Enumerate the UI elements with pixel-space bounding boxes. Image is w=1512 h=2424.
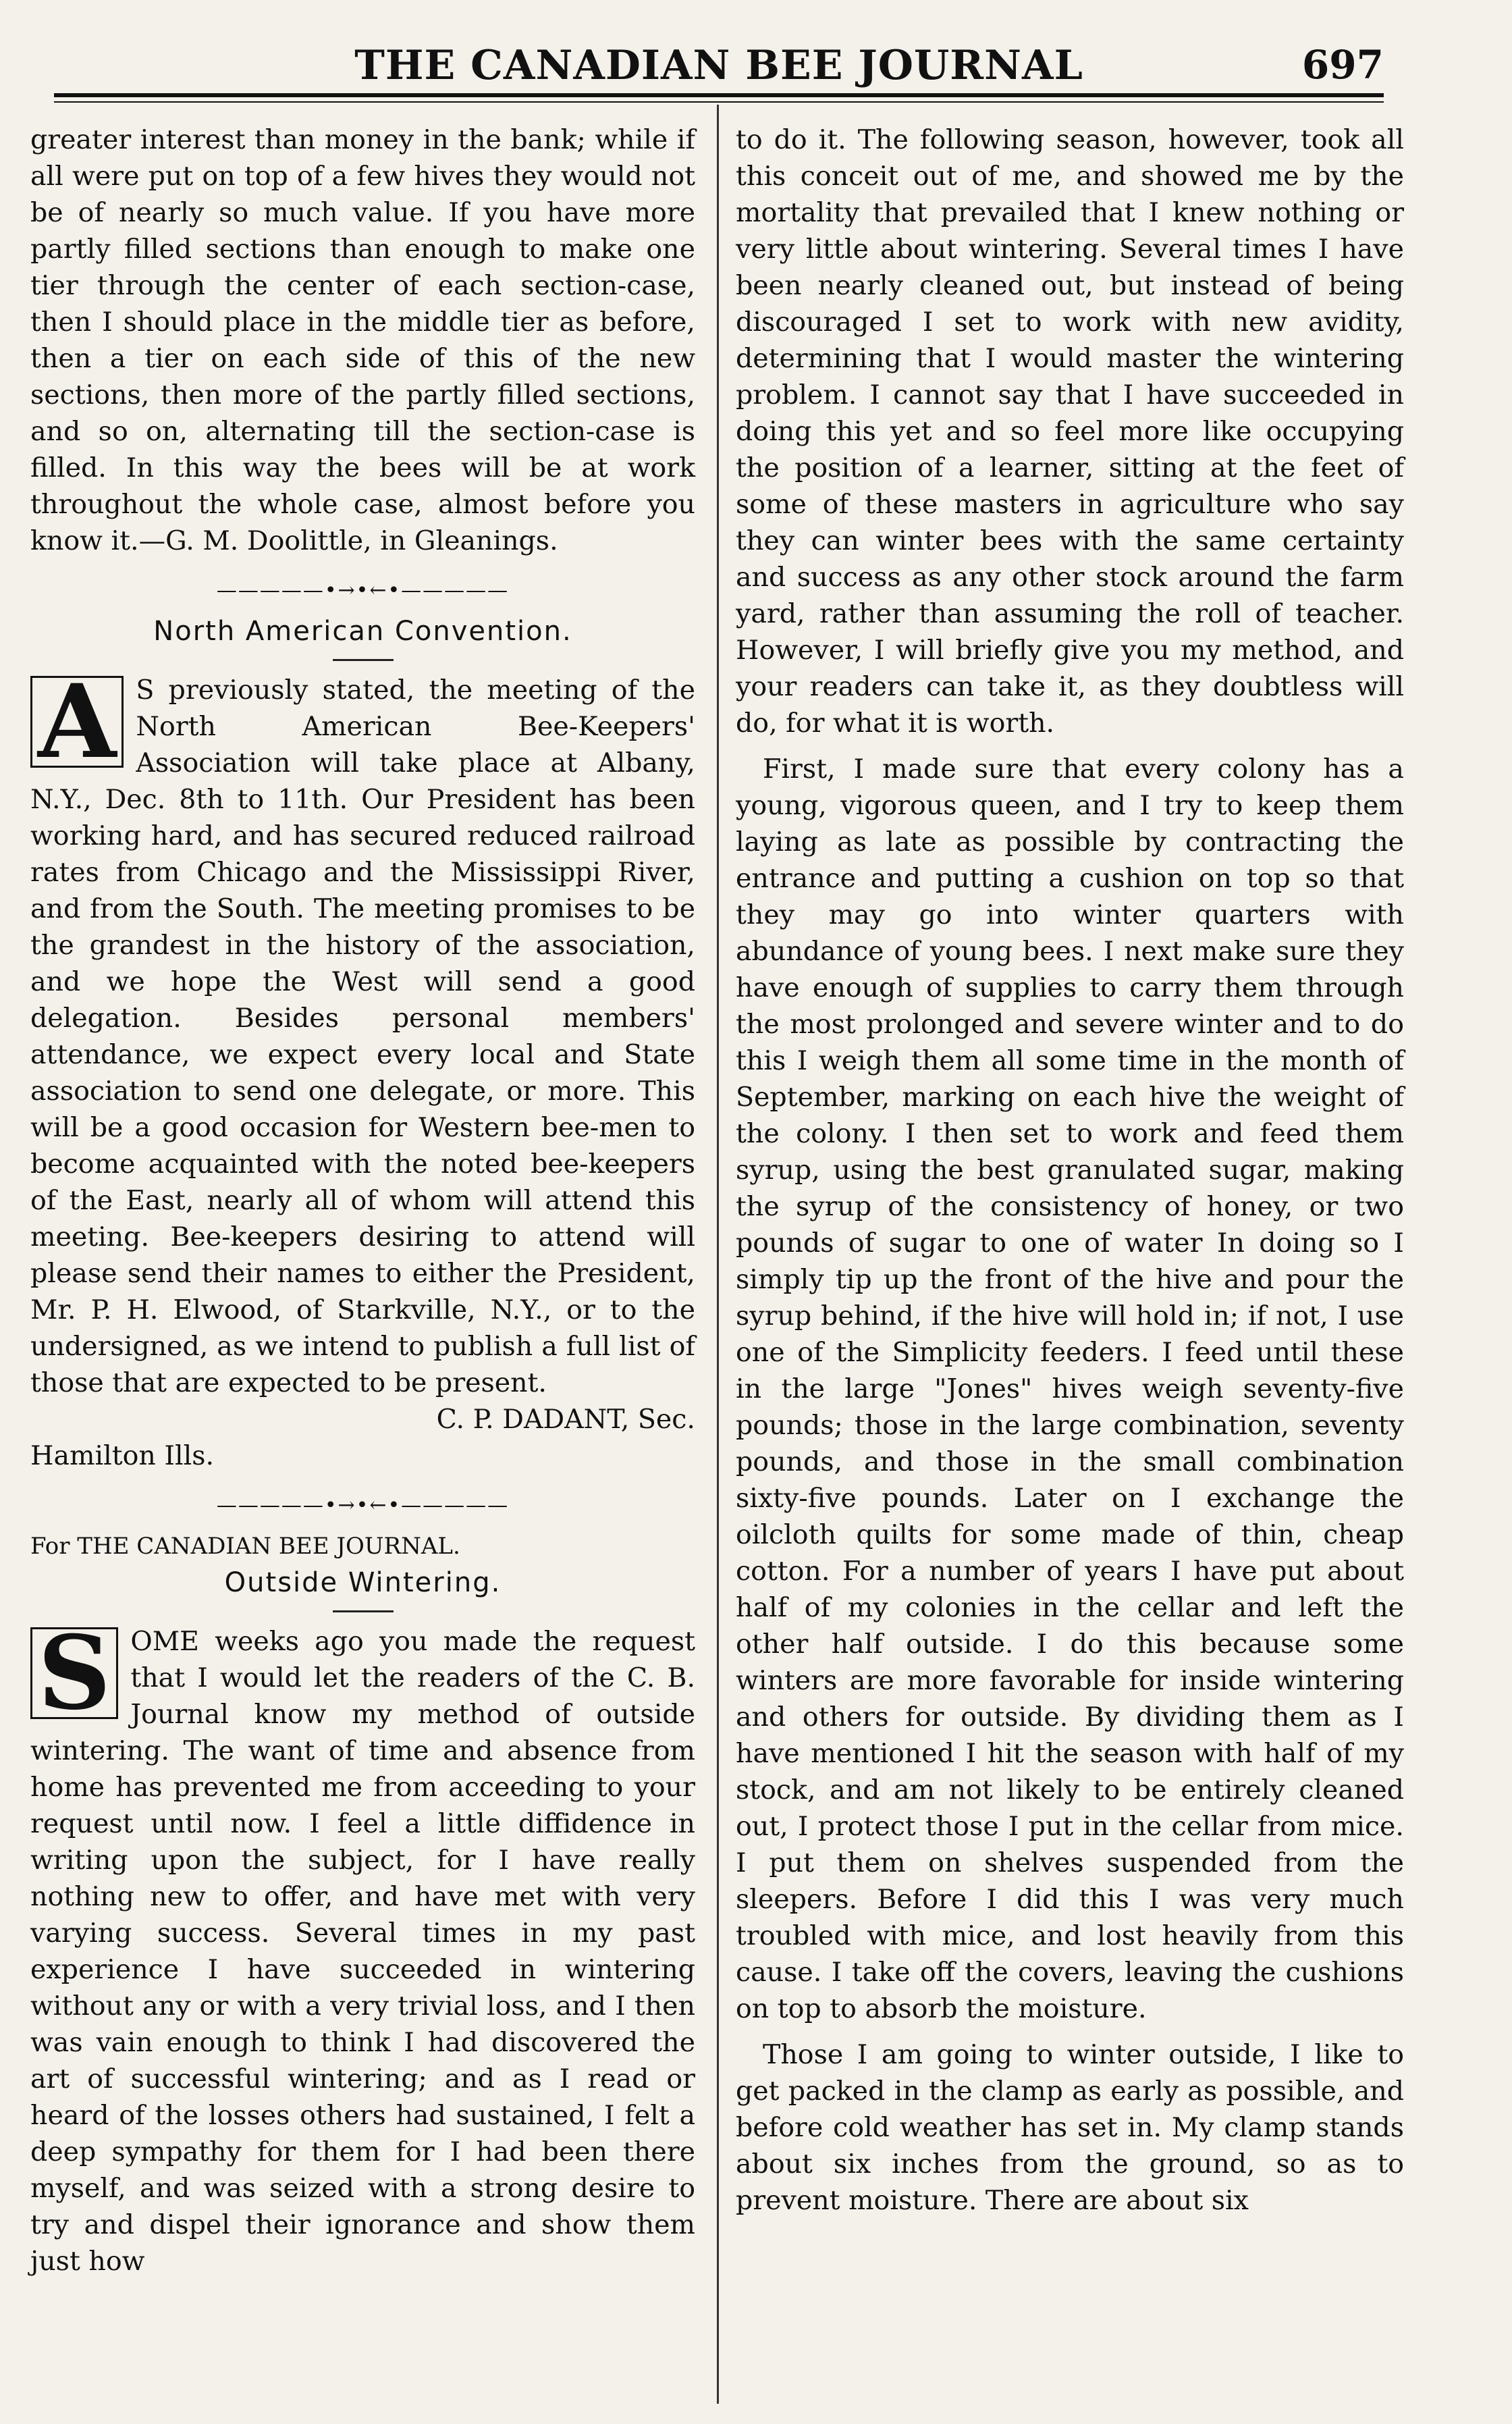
dropcap-letter: S [30, 1627, 118, 1719]
paragraph: to do it. The following season, however, took all this conceit out of me, and showed me by the mortality that prevailed that I knew nothing or very little about wintering. Several times I have been nearly cleaned out, but instead of being discouraged I set to work with new avidity, determining that I would master the wintering problem. I cannot say that I have succeeded in doing this yet and so feel more like occupying the position of a learner, sitting at the feet of some of these masters in agriculture who say they can winter bees with the same certainty and success as any other stock around the farm yard, rather than assuming the roll of teacher. However, I will briefly give you my method, and your readers can take it, as they doubtless will do, for what it is worth. [736, 124, 1404, 739]
convention-place: Hamilton Ills. [30, 1440, 215, 1471]
wintering-text: OME weeks ago you made the request that I would let the readers of the C. B. Journal know my method of outside wintering. The want of time and absence from home has prevented me from acceeding to your request until now. I feel a little diffidence in writing upon the subject, for I have really nothing new to offer, and have met with very varying success. Several times in my past experience I have succeeded in wintering without any or with a very trivial loss, and I then was vain enough to think I had discovered the art of successful wintering; and as I read or heard of the losses others had sustained, I felt a deep sympathy for them for I had been there myself, and was seized with a strong desire to try and dispel their ignorance and show them just how [30, 1626, 695, 2277]
right-column [736, 122, 1404, 2219]
journal-title: THE CANADIAN BEE JOURNAL [354, 42, 1083, 89]
convention-body [30, 662, 695, 1401]
column-divider [717, 105, 719, 2404]
for-journal-line: For THE CANADIAN BEE JOURNAL. [30, 1533, 460, 1560]
paragraph: First, I made sure that every colony has a young, vigorous queen, and I try to keep them laying as late as possible by contracting the entrance and putting a cushion on top so that they may go into winter quarters with abundance of young bees. I next make sure they have enough of supplies to carry them through the most prolonged and severe winter and to do this I weigh them all some time in the month of September, marking on each hive the weight of the colony. I then set to work and feed them syrup, using the best granulated sugar, making the syrup of the consistency of honey, or two pounds of sugar to one of water In doing so I simply tip up the front of the hive and pour the syrup behind, if the hive will hold in; if not, I use one of the Simplicity feeders. I feed until these in the large "Jones" hives weigh seventy-five pounds; those in the large combination, seventy pounds, and those in the small combination sixty-five pounds. Later on I exchange the oilcloth quilts for some made of thin, cheap cotton. For a number of years I have put about half of my colonies in the cellar and left the other half outside. I do this because some winters are more favorable for inside wintering and others for outside. By dividing them as I have mentioned I hit the season with half of my stock, and am not likely to be entirely cleaned out, I protect those I put in the cellar from mice. I put them on shelves suspended from the sleepers. Before I did this I was very much troubled with mice, and lost heavily from this cause. I take off the covers, leaving the cushions on top to absorb the moisture. [736, 754, 1404, 2024]
header-rule [54, 93, 1384, 97]
convention-heading: North American Convention. [153, 616, 572, 647]
ornament-divider: —————•→•←•————— [216, 579, 510, 602]
convention-text: S previously stated, the meeting of the North American Bee-Keepers' Association will take place at Albany, N.Y., Dec. 8th to 11th. Our President has been working hard, and has secured reduced railroad rates from Chicago and the Mississippi River, and from the South. The meeting promises to be the grandest in the history of the association, and we hope the West will send a good delegation. Besides personal members' attendance, we expect every local and State association to send one delegate, or more. This will be a good occasion for Western bee-men to become acquainted with the noted bee-keepers of the East, nearly all of whom will attend this meeting. Bee-keepers desiring to attend will please send their names to either the President, Mr. P. H. Elwood, of Starkville, N.Y., or to the undersigned, as we intend to publish a full list of those that are expected to be present. [30, 675, 695, 1398]
short-rule [333, 1610, 394, 1612]
header-rule-thin [54, 101, 1384, 103]
short-rule [333, 659, 394, 661]
ornament-divider: —————•→•←•————— [216, 1494, 510, 1517]
convention-signature: C. P. DADANT, Sec. [436, 1404, 695, 1435]
wintering-body [30, 1614, 695, 2280]
dropcap-letter: A [30, 676, 124, 768]
paragraph: Those I am going to winter outside, I like to get packed in the clamp as early as possible, and before cold weather has set in. My clamp stands about six inches from the ground, so as to prevent moisture. There are about six [736, 2039, 1404, 2216]
wintering-heading: Outside Wintering. [224, 1567, 502, 1598]
page-header [54, 42, 1384, 96]
doolittle-article-end: greater interest than money in the bank; while if all were put on top of a few hives they would not be of nearly so much value. If you have more partly filled sections than enough to make one tier through the center of each section-case, then I should place in the middle tier as before, then a tier on each side of this of the new sections, then more of the partly filled sections, and so on, alternating till the section-case is filled. In this way the bees will be at work throughout the whole case, almost before you know it.—G. M. Doolittle, in Gleanings. [30, 124, 695, 556]
page-number: 697 [1301, 42, 1384, 88]
left-column [30, 122, 695, 2280]
